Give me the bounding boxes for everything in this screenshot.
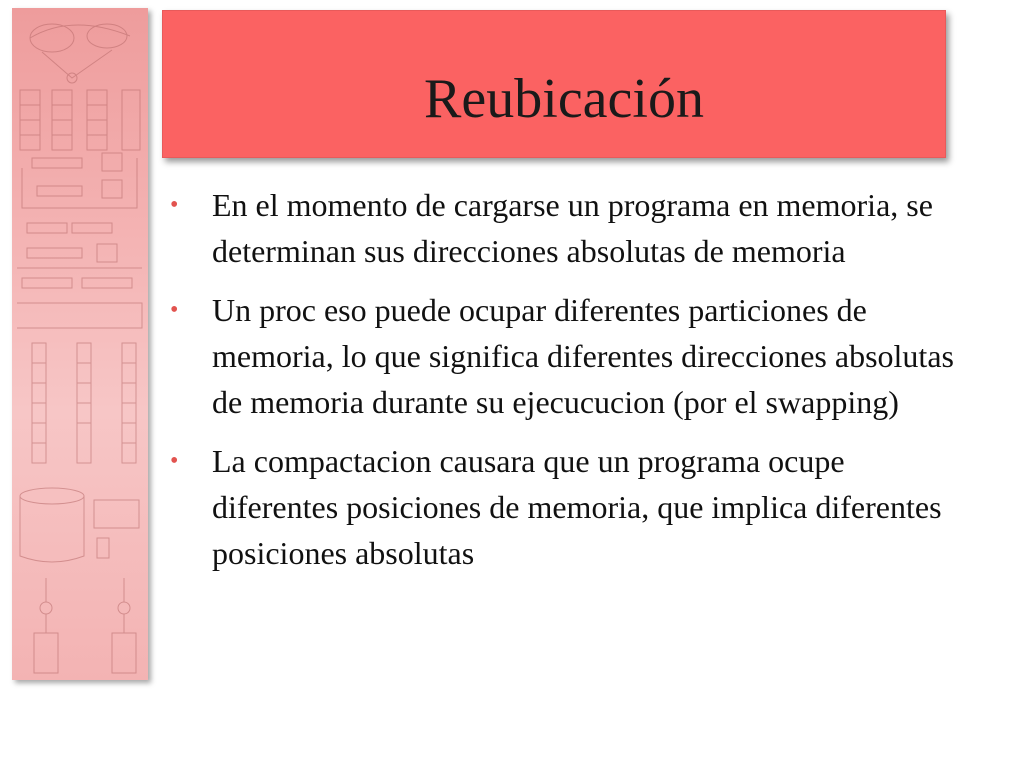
bullet-dot-icon: • (170, 297, 179, 323)
bullet-text: Un proc eso puede ocupar diferentes particiones de memoria, lo que significa diferentes direcciones absolutas de memoria durante su ejecucucion (por el swapping) (212, 292, 954, 420)
bullet-text: La compactacion causara que un programa ocupe diferentes posiciones de memoria, que implica diferentes posiciones absolutas (212, 443, 942, 571)
bullet-item (166, 287, 956, 425)
bullet-text: En el momento de cargarse un programa en memoria, se determinan sus direcciones absolutas de memoria (212, 187, 933, 269)
bullet-dot-icon: • (170, 192, 179, 218)
bullet-item (166, 182, 956, 274)
bullet-dot-icon: • (170, 448, 179, 474)
bullet-list (166, 182, 956, 589)
circuit-diagram-decoration (12, 8, 148, 680)
decorative-sidebar (12, 8, 148, 680)
title-banner (162, 10, 946, 158)
slide-title: Reubicación (424, 68, 704, 130)
bullet-item (166, 438, 956, 576)
